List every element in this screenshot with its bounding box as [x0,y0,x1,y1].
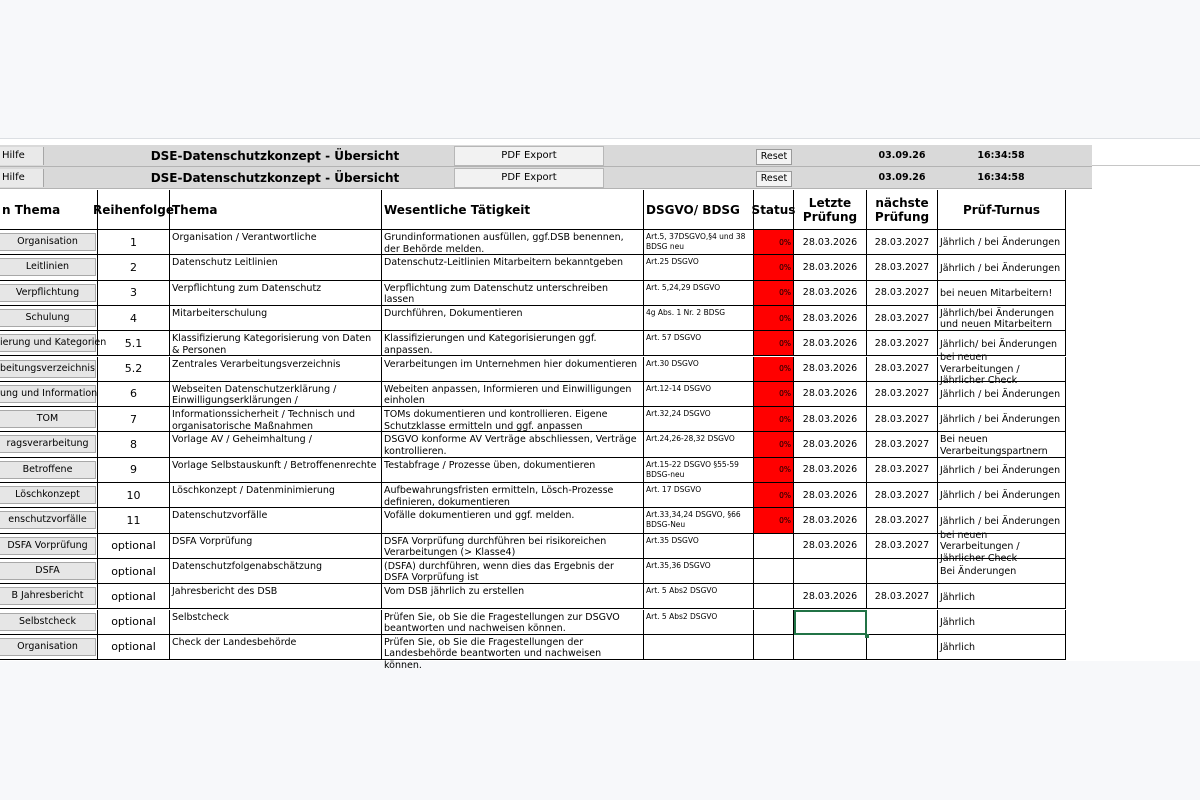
order-cell[interactable]: 8 [98,432,170,457]
order-cell[interactable]: optional [98,559,170,584]
nav-cell [0,382,98,407]
header-activity: Wesentliche Tätigkeit [382,190,644,230]
table-row [0,306,1066,331]
nav-button[interactable]: DSFA Vorprüfung [0,537,96,555]
status-cell[interactable]: 0% [754,508,794,533]
cycle-cell[interactable]: Jährlich [938,635,1066,660]
law-cell[interactable]: Art. 5 Abs2 DSGVO [644,610,754,635]
law-cell[interactable]: Art.15-22 DSGVO §55-59 BDSG-neu [644,458,754,483]
table-row [0,432,1066,457]
order-cell[interactable]: 5.1 [98,331,170,356]
last-check-cell[interactable]: 28.03.2026 [794,281,867,306]
cycle-cell[interactable]: Jährlich / bei Änderungen [938,255,1066,280]
cycle-cell[interactable]: bei neuen Mitarbeitern! [938,281,1066,306]
activity-cell[interactable]: Prüfen Sie, ob Sie die Fragestellungen zur DSGVO beantworten und nachweisen können. [382,610,644,635]
nav-button[interactable]: DSFA [0,562,96,580]
last-check-cell[interactable]: 28.03.2026 [794,584,867,609]
nav-button[interactable]: Betroffene [0,461,96,479]
next-check-cell[interactable]: 28.03.2027 [867,534,938,559]
status-cell[interactable]: 0% [754,357,794,382]
header-next-check: nächste Prüfung [867,190,938,230]
next-check-cell[interactable] [867,610,938,635]
status-cell[interactable]: 0% [754,483,794,508]
header-cycle: Prüf-Turnus [938,190,1066,230]
last-check-cell[interactable]: 28.03.2026 [794,483,867,508]
activity-cell[interactable]: Verpflichtung zum Datenschutz unterschreiben lassen [382,281,644,306]
last-check-cell[interactable]: 28.03.2026 [794,407,867,432]
order-cell[interactable]: optional [98,610,170,635]
topic-cell[interactable]: Selbstcheck [170,610,382,635]
order-cell[interactable]: 11 [98,508,170,533]
table-row [0,559,1066,584]
order-cell[interactable]: 5.2 [98,357,170,382]
cycle-cell[interactable]: Jährlich/ bei Änderungen [938,331,1066,356]
last-check-cell[interactable]: 28.03.2026 [794,230,867,255]
next-check-cell[interactable]: 28.03.2027 [867,357,938,382]
next-check-cell[interactable]: 28.03.2027 [867,508,938,533]
nav-button[interactable]: ung und Information [0,385,96,403]
order-cell[interactable]: 2 [98,255,170,280]
last-check-cell[interactable]: 28.03.2026 [794,382,867,407]
header-status: Status [754,190,794,230]
nav-button[interactable]: Organisation [0,233,96,251]
cycle-cell[interactable]: Jährlich [938,584,1066,609]
nav-button[interactable]: Selbstcheck [0,613,96,631]
order-cell[interactable]: 1 [98,230,170,255]
order-cell[interactable]: 6 [98,382,170,407]
topic-cell[interactable]: Webseiten Datenschutzerklärung / Einwilligungserklärungen / [170,382,382,407]
cycle-cell[interactable]: Jährlich / bei Änderungen [938,230,1066,255]
sheet-top-border [0,138,1200,139]
pdf-export-button[interactable]: PDF Export [454,146,604,166]
law-cell[interactable]: Art.12-14 DSGVO [644,382,754,407]
nav-button[interactable]: B Jahresbericht [0,587,96,605]
table-row [0,255,1066,280]
law-cell[interactable] [644,635,754,660]
table-row [0,331,1066,356]
nav-cell [0,508,98,533]
activity-cell[interactable]: Datenschutz-Leitlinien Mitarbeitern bekanntgeben [382,255,644,280]
activity-cell[interactable]: Verarbeitungen im Unternehmen hier dokumentieren [382,357,644,382]
activity-cell[interactable]: Vofälle dokumentieren und ggf. melden. [382,508,644,533]
table-row [0,483,1066,508]
status-cell[interactable]: 0% [754,255,794,280]
current-time: 16:34:58 [977,150,1025,161]
topic-cell[interactable]: Datenschutzfolgenabschätzung [170,559,382,584]
next-check-cell[interactable]: 28.03.2027 [867,331,938,356]
nav-button[interactable]: Löschkonzept [0,486,96,504]
next-check-cell[interactable]: 28.03.2027 [867,230,938,255]
activity-cell[interactable]: Durchführen, Dokumentieren [382,306,644,331]
next-check-cell[interactable]: 28.03.2027 [867,382,938,407]
status-cell[interactable]: 0% [754,230,794,255]
order-cell[interactable]: 7 [98,407,170,432]
topic-cell[interactable]: Löschkonzept / Datenminimierung [170,483,382,508]
divider [1092,165,1200,166]
last-check-cell[interactable]: 28.03.2026 [794,508,867,533]
current-time: 16:34:58 [977,172,1025,183]
status-cell[interactable]: 0% [754,281,794,306]
topic-cell[interactable]: DSFA Vorprüfung [170,534,382,559]
nav-cell [0,534,98,559]
law-cell[interactable]: Art.5, 37DSGVO,§4 und 38 BDSG neu [644,230,754,255]
cycle-cell[interactable]: Bei Änderungen [938,559,1066,584]
next-check-cell[interactable]: 28.03.2027 [867,584,938,609]
law-cell[interactable]: Art.35,36 DSGVO [644,559,754,584]
law-cell[interactable]: Art.33,34,24 DSGVO, §66 BDSG-Neu [644,508,754,533]
nav-cell [0,610,98,635]
law-cell[interactable]: 4g Abs. 1 Nr. 2 BDSG [644,306,754,331]
next-check-cell[interactable]: 28.03.2027 [867,458,938,483]
topic-cell[interactable]: Klassifizierung Kategorisierung von Daten & Personen [170,331,382,356]
status-cell[interactable]: 0% [754,331,794,356]
selection-fill-handle[interactable] [865,634,869,638]
last-check-cell[interactable] [794,559,867,584]
order-cell[interactable]: 4 [98,306,170,331]
last-check-cell[interactable]: 28.03.2026 [794,331,867,356]
cycle-cell[interactable]: Jährlich / bei Änderungen [938,382,1066,407]
header-topic: Thema [170,190,382,230]
last-check-cell[interactable]: 28.03.2026 [794,357,867,382]
activity-cell[interactable]: Aufbewahrungsfristen ermitteln, Lösch-Prozesse definieren, dokumentieren [382,483,644,508]
topic-cell[interactable]: Zentrales Verarbeitungsverzeichnis [170,357,382,382]
topic-cell[interactable]: Informationssicherheit / Technisch und organisatorische Maßnahmen [170,407,382,432]
table-row [0,281,1066,306]
topic-cell[interactable]: Datenschutz Leitlinien [170,255,382,280]
topic-cell[interactable]: Vorlage Selbstauskunft / Betroffenenrechte [170,458,382,483]
status-cell[interactable] [754,534,794,559]
nav-button[interactable]: Schulung [0,309,96,327]
status-cell[interactable]: 0% [754,432,794,457]
law-cell[interactable]: Art. 5 Abs2 DSGVO [644,584,754,609]
help-button[interactable]: Hilfe [0,169,44,187]
order-cell[interactable]: optional [98,534,170,559]
next-check-cell[interactable]: 28.03.2027 [867,432,938,457]
law-cell[interactable]: Art.35 DSGVO [644,534,754,559]
cycle-cell[interactable]: Jährlich/bei Änderungen und neuen Mitarbeitern [938,306,1066,331]
table-row [0,382,1066,407]
activity-cell[interactable]: Prüfen Sie, ob Sie die Fragestellungen der Landesbehörde beantworten und nachweisen können. [382,635,644,660]
next-check-cell[interactable]: 28.03.2027 [867,306,938,331]
help-button[interactable]: Hilfe [0,147,44,165]
status-cell[interactable]: 0% [754,306,794,331]
nav-cell [0,230,98,255]
reset-button[interactable]: Reset [756,171,792,187]
cycle-cell[interactable]: bei neuen Verarbeitungen / Jährlicher Check [938,357,1066,382]
last-check-cell[interactable] [794,610,867,635]
law-cell[interactable]: Art. 17 DSGVO [644,483,754,508]
topic-cell[interactable]: Mitarbeiterschulung [170,306,382,331]
header-nav: n Thema [0,190,98,230]
nav-button[interactable]: TOM [0,410,96,428]
law-cell[interactable]: Art.30 DSGVO [644,357,754,382]
next-check-cell[interactable]: 28.03.2027 [867,255,938,280]
nav-button[interactable]: ragsverarbeitung [0,435,96,453]
header-law: DSGVO/ BDSG [644,190,754,230]
last-check-cell[interactable]: 28.03.2026 [794,534,867,559]
nav-cell [0,407,98,432]
sheet-title: DSE-Datenschutzkonzept - Übersicht [150,171,400,185]
topic-cell[interactable]: Verpflichtung zum Datenschutz [170,281,382,306]
activity-cell[interactable]: (DSFA) durchführen, wenn dies das Ergebnis der DSFA Vorprüfung ist [382,559,644,584]
last-check-cell[interactable]: 28.03.2026 [794,306,867,331]
sheet-title: DSE-Datenschutzkonzept - Übersicht [150,149,400,163]
table-row [0,584,1066,609]
law-cell[interactable]: Art. 57 DSGVO [644,331,754,356]
nav-cell [0,559,98,584]
nav-button[interactable]: Leitlinien [0,258,96,276]
law-cell[interactable]: Art.25 DSGVO [644,255,754,280]
status-cell[interactable]: 0% [754,407,794,432]
nav-cell [0,255,98,280]
order-cell[interactable]: 9 [98,458,170,483]
status-cell[interactable]: 0% [754,382,794,407]
nav-button[interactable]: Organisation [0,638,96,656]
header-order: Reihenfolge [98,190,170,230]
activity-cell[interactable]: Vom DSB jährlich zu erstellen [382,584,644,609]
table-row [0,352,1066,387]
nav-cell [0,281,98,306]
nav-button[interactable]: Verpflichtung [0,284,96,302]
order-cell[interactable]: optional [98,635,170,660]
status-cell[interactable]: 0% [754,458,794,483]
nav-button[interactable]: ierung und Kategorien [0,334,96,352]
status-cell[interactable] [754,559,794,584]
cycle-cell[interactable]: Jährlich / bei Änderungen [938,508,1066,533]
order-cell[interactable]: 10 [98,483,170,508]
last-check-cell[interactable] [794,635,867,660]
cycle-cell[interactable]: Bei neuen Verarbeitungspartnern [938,432,1066,457]
nav-cell [0,584,98,609]
activity-cell[interactable]: Grundinformationen ausfüllen, ggf.DSB benennen, der Behörde melden. [382,230,644,255]
table-row [0,407,1066,432]
next-check-cell[interactable]: 28.03.2027 [867,407,938,432]
activity-cell[interactable]: Webeiten anpassen, Informieren und Einwilligungen einholen [382,382,644,407]
table-row [0,610,1066,635]
next-check-cell[interactable] [867,559,938,584]
status-cell[interactable] [754,610,794,635]
table-row [0,635,1066,671]
topic-cell[interactable]: Vorlage AV / Geheimhaltung / [170,432,382,457]
nav-cell [0,432,98,457]
nav-button[interactable]: beitungsverzeichnis [0,360,96,378]
law-cell[interactable]: Art.24,26-28,32 DSGVO [644,432,754,457]
activity-cell[interactable]: TOMs dokumentieren und kontrollieren. Eigene Schutzklasse ermitteln und ggf. anpassen [382,407,644,432]
header-last-check: Letzte Prüfung [794,190,867,230]
next-check-cell[interactable]: 28.03.2027 [867,281,938,306]
table-row [0,508,1066,533]
table-row [0,529,1066,564]
cycle-cell[interactable]: Jährlich / bei Änderungen [938,483,1066,508]
last-check-cell[interactable]: 28.03.2026 [794,458,867,483]
law-cell[interactable]: Art. 5,24,29 DSGVO [644,281,754,306]
topic-cell[interactable]: Jahresbericht des DSB [170,584,382,609]
topic-cell[interactable]: Datenschutzvorfälle [170,508,382,533]
order-cell[interactable]: optional [98,584,170,609]
last-check-cell[interactable]: 28.03.2026 [794,432,867,457]
current-date: 03.09.26 [878,150,926,161]
reset-button[interactable]: Reset [756,149,792,165]
topic-cell[interactable]: Organisation / Verantwortliche [170,230,382,255]
activity-cell[interactable]: DSFA Vorprüfung durchführen bei risikoreichen Verarbeitungen (> Klasse4) [382,534,644,559]
topic-cell[interactable]: Check der Landesbehörde [170,635,382,660]
next-check-cell[interactable] [867,635,938,660]
activity-cell[interactable]: Klassifizierungen und Kategorisierungen ggf. anpassen. [382,331,644,356]
cycle-cell[interactable]: bei neuen Verarbeitungen / Jährlicher Check [938,534,1066,559]
nav-cell [0,458,98,483]
nav-cell [0,483,98,508]
next-check-cell[interactable]: 28.03.2027 [867,483,938,508]
cycle-cell[interactable]: Jährlich [938,610,1066,635]
nav-cell [0,306,98,331]
nav-button[interactable]: enschutzvorfälle [0,511,96,529]
activity-cell[interactable]: Testabfrage / Prozesse üben, dokumentieren [382,458,644,483]
table-row [0,230,1066,255]
toolbar-row-1 [0,145,1200,167]
current-date: 03.09.26 [878,172,926,183]
activity-cell[interactable]: DSGVO konforme AV Verträge abschliessen, Verträge kontrollieren. [382,432,644,457]
last-check-cell[interactable]: 28.03.2026 [794,255,867,280]
toolbar-row-2 [0,167,1200,189]
order-cell[interactable]: 3 [98,281,170,306]
cycle-cell[interactable]: Jährlich / bei Änderungen [938,407,1066,432]
nav-cell [0,357,98,382]
cycle-cell[interactable]: Jährlich / bei Änderungen [938,458,1066,483]
pdf-export-button[interactable]: PDF Export [454,168,604,188]
status-cell[interactable] [754,635,794,660]
nav-cell [0,635,98,660]
status-cell[interactable] [754,584,794,609]
nav-cell [0,331,107,356]
table-row [0,458,1066,483]
law-cell[interactable]: Art.32,24 DSGVO [644,407,754,432]
